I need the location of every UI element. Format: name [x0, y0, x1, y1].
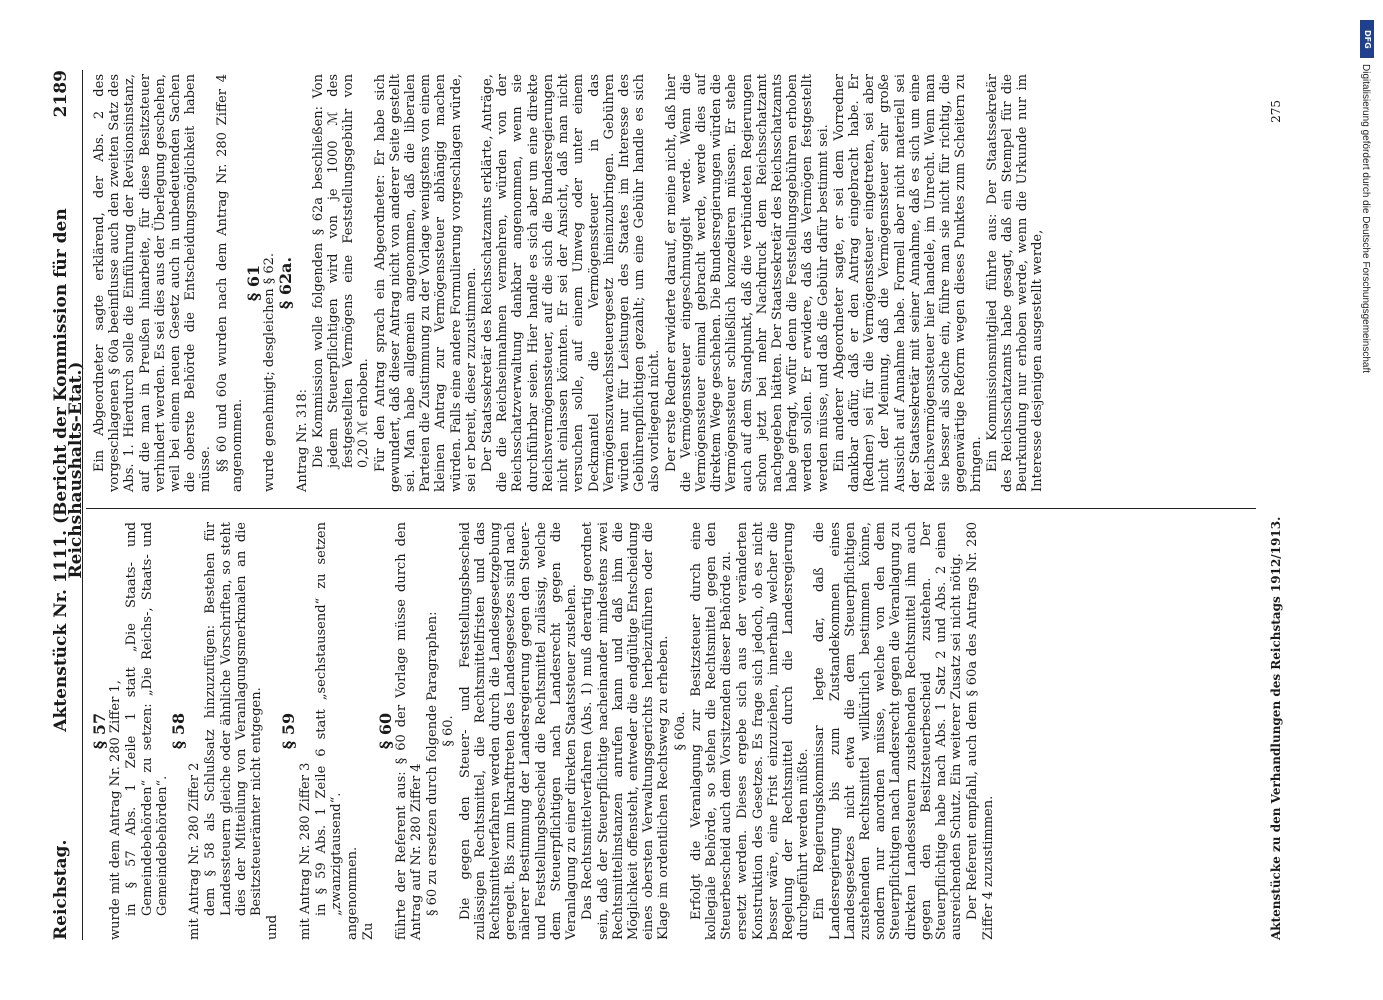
left-column: [92, 522, 997, 940]
paragraph: Zu: [361, 922, 377, 940]
paragraph: Für den Antrag sprach ein Abgeordneter: Er habe sich gewundert, daß dieser Antrag nicht von anderer Seite gestellt sei. Man habe allgemein angenommen, daß die liberalen Parteien die Zustimmung zu der Vorlage wenigstens von einem kleinen Antrag zur Vermögenssteuer abhängig machen würden. Falls eine andere Formulierung vorgeschlagen würde, sei er bereit, dieser zuzustimmen.: [372, 74, 479, 492]
quoted-motion: in § 59 Abs. 1 Zeile 6 statt „sechstausend“ zu setzen „zwanzigtausend“.: [313, 522, 345, 916]
footer-page-number: 275: [1268, 100, 1283, 123]
paragraph: wurde mit dem Antrag Nr. 280 Ziffer 1,: [108, 680, 124, 940]
paragraph: Die gegen den Steuer- und Feststellungsbescheid zulässigen Rechtsmittel, die Rechtsmittelfristen und das Rechtsmittelverfahren werden durch die Landesgesetzgebung geregelt. Bis zum Inkrafttreten des Landesgesetzes sind nach näherer Bestimmung der Landesregierung gegen den Steuer- und Feststellungsbescheid die Rechtsmittel zulässig, welche dem Steuerpflichtigen nach Landesrecht gegen die Veranlagung zu einer direkten Staatssteuer zustehen.: [457, 522, 580, 940]
funding-note: Digitalisierung gefördert durch die Deutsche Forschungsgemeinschaft: [1360, 64, 1371, 374]
paragraph: Ein Regierungskommissar legte dar, daß die Landesregierung bis zum Zustandekommen eines Landesgesetzes nicht etwa die dem Steuerpflichtigen zustehenden Rechtsmittel willkürlich bestimmen könne, sondern nur anordnen müsse, welche von den dem Steuerpflichtigen nach Landesrecht gegen die Veranlagung zu direkten Landessteuern zustehenden Rechtsmittel ihm auch gegen den Besitzsteuerbescheid zustehen. Der Steuerpflichtige habe nach Abs. 1 Satz 2 und Abs. 2 einen ausreichenden Schutz. Ein weiterer Zusatz sei nicht nötig.: [812, 522, 965, 940]
paragraph: Erfolgt die Veranlagung zur Besitzsteuer durch eine kollegiale Behörde, so stehen die Rechtsmittel gegen den Steuerbescheid auch dem Vorsitzenden dieser Behörde zu.: [688, 522, 735, 940]
column-divider: [86, 508, 1256, 509]
paragraph: führte der Referent aus: § 60 der Vorlage müsse durch den Antrag auf Nr. 280 Ziffer 4: [393, 522, 425, 940]
paragraph: und: [265, 914, 281, 940]
quoted-motion: § 60 zu ersetzen durch folgende Paragraphen:: [425, 611, 441, 916]
paragraph: ersetzt werden. Dieses ergebe sich aus der veränderten Konstruktion des Gesetzes. Es frage sich jedoch, ob es nicht besser wäre, eine Frist einzuziehen, innerhalb welcher die Regelung der Rechtsmittel durch die Landesregierung durchgeführt werden müßte.: [735, 522, 812, 940]
quoted-motion: dem § 58 als Schlußsatz hinzuzufügen: Bestehen für Landessteuern gleiche oder ähnliche Vorschriften, so steht dies der Mitteilung von Veranlagungsmerkmalen an die Besitzsteuerämter nicht entgegen.: [203, 522, 265, 916]
paragraph: wurde genehmigt; desgleichen § 62.: [262, 252, 278, 492]
paragraph: angenommen.: [345, 846, 361, 940]
paragraph: Ein anderer Abgeordneter sagte, er sei dem Vorredner dankbar dafür, daß er den Antrag eingebracht habe. Er (Redner) sei für die Vermögenssteuer eingetreten, sei aber nicht der Meinung, daß die Vermögenssteuer sehr große Aussicht auf Annahme habe. Formell aber nicht materiell sei der Staatssekretär mit seiner Annahme, daß es sich um eine Reichsvermögenssteuer hier handele, im Unrecht. Wenn man sie besser als solche ein, führe man sie nicht für richtig, die gegenwärtige Reform wegen dieses Punktes zum Scheitern zu bringen.: [831, 74, 984, 492]
paragraph: Ein Abgeordneter sagte erklärend, der Abs. 2 des vorgeschlagenen § 60a beeinflusse auch den zweiten Satz des Abs. 1. Hierdurch solle die Einführung der Revisionsinstanz, auf die man in Preußen hinarbeite, für diese Besitzsteuer verhindert werden. Es sei dies aus der Überlegung geschehen, weil bei einem neuen Gesetz auch in unbedeutenden Sachen die oberste Behörde die Entscheidungsmöglichkeit haben müsse.: [92, 74, 214, 492]
section-heading: § 62a.: [276, 256, 296, 310]
header-left: Reichstag.: [51, 839, 71, 940]
paragraph: Der Staatssekretär des Reichsschatzamts erklärte, Anträge, die die Reichseinnahmen vermehren, würden von der Reichsschatzverwaltung dankbar angenommen, wenn sie durchführbar seien. Hier handle es sich aber um eine direkte Reichsvermögenssteuer, auf die sich die Bundesregierungen nicht einlassen könnten. Er sei der Ansicht, daß man nicht versuchen solle, auf einem Umweg oder unter einem Deckmantel die Vermögenssteuer in das Vermögenszuwachssteuergesetz hineinzubringen. Gebühren würden nur für Leistungen des Staates im Interesse des Gebührenpflichtigen gezahlt; um eine Gebühr handle es sich also vorliegend nicht.: [480, 74, 663, 492]
paragraph: §§ 60 und 60a wurden nach dem Antrag Nr. 280 Ziffer 4 angenommen.: [214, 74, 245, 492]
quoted-motion: in § 57 Abs. 1 Zeile 1 statt „Die Staats- und Gemeindebehörden“ zu setzen: „Die Reichs-, Staats- und Gemeindebehörden“.: [124, 522, 170, 916]
header-title: Aktenstück Nr. 1111. (Bericht der Kommission für den Reichshaushalts-Etat.): [51, 208, 87, 732]
paragraph: Der erste Redner erwiderte darauf, er meine nicht, daß hier die Vermögenssteuer eingeschmuggelt werde. Wenn die Vermögenssteuer einmal gebracht werde, werde dies auf direktem Wege geschehen. Die Bundesregierungen würden die Vermögenssteuer schließlich konzedieren müssen. Er stehe auch auf dem Standpunkt, daß die verbündeten Regierungen schon jetzt bei mehr Nachdruck dem Reichsschatzamt nachgegeben hätten. Der Staatssekretär des Reichsschatzamts habe gefragt, wofür denn die Feststellungsgebühren erhoben werden sollen. Er erwidere, daß das Vermögen festgestellt werden müsse, und daß die Gebühr dafür bestimmt sei.: [663, 74, 831, 492]
paragraph: Der Referent empfahl, auch dem § 60a des Antrags Nr. 280 Ziffer 4 zuzustimmen.: [965, 522, 996, 940]
right-column: [92, 74, 1047, 492]
section-heading: § 60: [375, 712, 395, 750]
paragraph: mit Antrag Nr. 280 Ziffer 3: [297, 762, 313, 940]
header-rule: [82, 70, 83, 940]
section-heading: § 59: [279, 712, 299, 750]
paragraph: mit Antrag Nr. 280 Ziffer 2: [187, 762, 203, 940]
section-heading: § 58: [169, 712, 189, 750]
footer-text: Aktenstücke zu den Verhandlungen des Reichstags 1912/1913.: [1268, 516, 1283, 940]
paragraph-number: § 60.: [441, 715, 457, 747]
paragraph: Ein Kommissionsmitglied führte aus: Der Staatssekretär des Reichsschatzamts habe gesagt, daß ein Stempel für die Beurkundung nur erhoben werde, wenn die Urkunde nur im Interesse desjenigen ausgestellt werde,: [984, 74, 1046, 492]
paragraph-number: § 60a.: [672, 711, 688, 751]
side-note: [1358, 20, 1376, 980]
section-heading: § 61: [244, 264, 264, 302]
quoted-motion: Die Kommission wolle folgenden § 62a beschließen: Von jedem Steuerpflichtigen wird von je 1000 ℳ des festgestellten Vermögens eine Feststellungsgebühr von 0,20 ℳ erhoben.: [310, 74, 372, 468]
section-heading: § 57: [90, 712, 109, 750]
dfg-logo: DFG: [1360, 20, 1374, 58]
document-page: [50, 70, 1290, 940]
paragraph: Das Rechtsmittelverfahren (Abs. 1) muß derartig geordnet sein, daß der Steuerpflichtige nacheinander mindestens zwei Rechtsmittelinstanzen anrufen kann und daß ihm die Möglichkeit offensteht, entweder die endgültige Entscheidung eines obersten Verwaltungsgerichts herbeizuführen oder die Klage im ordentlichen Rechtsweg zu erheben.: [580, 522, 672, 940]
header-page-number: 2189: [51, 70, 71, 118]
page-header: [50, 70, 87, 940]
paragraph: Antrag Nr. 318:: [294, 388, 310, 492]
